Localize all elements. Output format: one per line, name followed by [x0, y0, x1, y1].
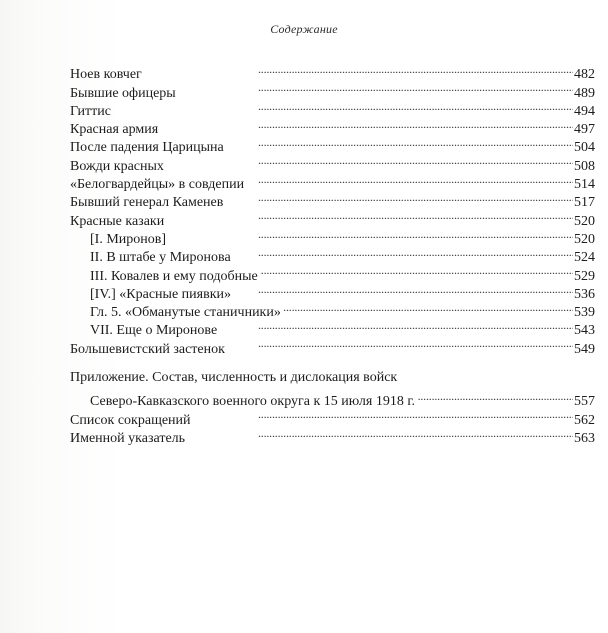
toc-subentry	[70, 261, 595, 284]
toc-entry-page: 563	[574, 430, 595, 446]
toc-leader-dots	[417, 387, 573, 405]
toc-leader-dots	[225, 188, 573, 206]
toc-entry-page: 557	[574, 394, 595, 410]
toc-entry	[70, 151, 595, 174]
toc-entry-page: 497	[574, 122, 595, 138]
toc-entry-title: Гл. 5. «Обманутые станичники»	[90, 305, 281, 321]
toc-entry-page: 482	[574, 67, 595, 83]
toc-entry-page: 517	[574, 195, 595, 211]
toc-entry	[70, 133, 595, 156]
toc-leader-dots	[144, 60, 573, 78]
toc-entry	[70, 78, 595, 101]
toc-entry-page: 562	[574, 412, 595, 428]
toc-entry-page: 504	[574, 140, 595, 156]
toc-entry	[70, 60, 595, 83]
toc-entry-page: 520	[574, 213, 595, 229]
toc-entry-title: III. Ковалев и ему подобные	[90, 268, 258, 284]
toc-subentry	[70, 243, 595, 266]
toc-entry-page: 520	[574, 231, 595, 247]
toc-entry	[70, 424, 595, 446]
toc-entry	[70, 334, 595, 357]
toc-entry-title: Красная армия	[70, 122, 159, 138]
toc-entry-page: 536	[574, 286, 595, 302]
toc-entry-title: Бывшие офицеры	[70, 85, 176, 101]
toc-leader-dots	[219, 316, 573, 334]
toc-entry	[70, 170, 595, 193]
toc-entry	[70, 206, 595, 229]
toc-subentry	[70, 298, 595, 321]
toc-entry-title: [IV.] «Красные пиявки»	[90, 286, 231, 302]
toc-entry-page: 494	[574, 103, 595, 119]
toc-entry-page: 514	[574, 177, 595, 193]
toc-leader-dots	[233, 243, 573, 261]
toc-leader-dots	[160, 115, 573, 133]
toc-entry-title: Ноев ковчег	[70, 67, 142, 83]
toc-entry-appendix	[70, 387, 595, 410]
toc-entry	[70, 405, 595, 428]
page-header: Содержание	[270, 22, 338, 36]
toc-entry-title: Бывший генерал Каменев	[70, 195, 224, 211]
toc-leader-dots	[168, 225, 573, 243]
toc-entry-page: 549	[574, 341, 595, 357]
toc-entry-title: После падения Царицына	[70, 140, 224, 156]
toc-entry-title: Гиттис	[70, 103, 111, 119]
toc-entry	[70, 188, 595, 211]
toc-leader-dots	[187, 424, 573, 442]
toc-leader-dots	[227, 334, 573, 352]
toc-leader-dots	[178, 78, 573, 96]
appendix-title-line2: Северо-Кавказского военного округа к 15 июля 1918 г.	[90, 394, 415, 410]
toc-leader-dots	[166, 151, 573, 169]
appendix-title-line1: Приложение. Состав, численность и дислокация войск	[70, 369, 398, 385]
toc-leader-dots	[193, 405, 573, 423]
toc-leader-dots	[246, 170, 573, 188]
toc-entry-page: 508	[574, 158, 595, 174]
toc-subentry	[70, 280, 595, 302]
toc-entry-title: [I. Миронов]	[90, 231, 167, 247]
toc-entry-title: Красные казаки	[70, 213, 165, 229]
toc-entry-page: 529	[574, 268, 595, 284]
toc-entry-page: 489	[574, 85, 595, 101]
toc-leader-dots	[260, 261, 573, 279]
toc-entry-page: 543	[574, 323, 595, 339]
toc-leader-dots	[226, 133, 573, 151]
toc-entry	[70, 115, 595, 138]
toc-entry-title: Вожди красных	[70, 158, 164, 174]
toc-entry-title: Список сокращений	[70, 412, 191, 428]
toc-entry	[70, 97, 595, 119]
toc-entry-title: VII. Еще о Миронове	[90, 323, 218, 339]
toc-subentry	[70, 316, 595, 339]
toc-entry-title: «Белогвардейцы» в совдепии	[70, 177, 245, 193]
toc-leader-dots	[166, 206, 573, 224]
toc-entry-title: Большевистский застенок	[70, 341, 225, 357]
toc-leader-dots	[283, 298, 573, 316]
toc-leader-dots	[233, 280, 573, 298]
toc-entry-page: 539	[574, 305, 595, 321]
table-of-contents	[70, 60, 595, 446]
toc-subentry	[70, 225, 595, 247]
toc-entry-title: II. В штабе у Миронова	[90, 250, 231, 266]
toc-leader-dots	[113, 97, 573, 115]
toc-entry-page: 524	[574, 250, 595, 266]
toc-entry-title: Именной указатель	[70, 430, 186, 446]
